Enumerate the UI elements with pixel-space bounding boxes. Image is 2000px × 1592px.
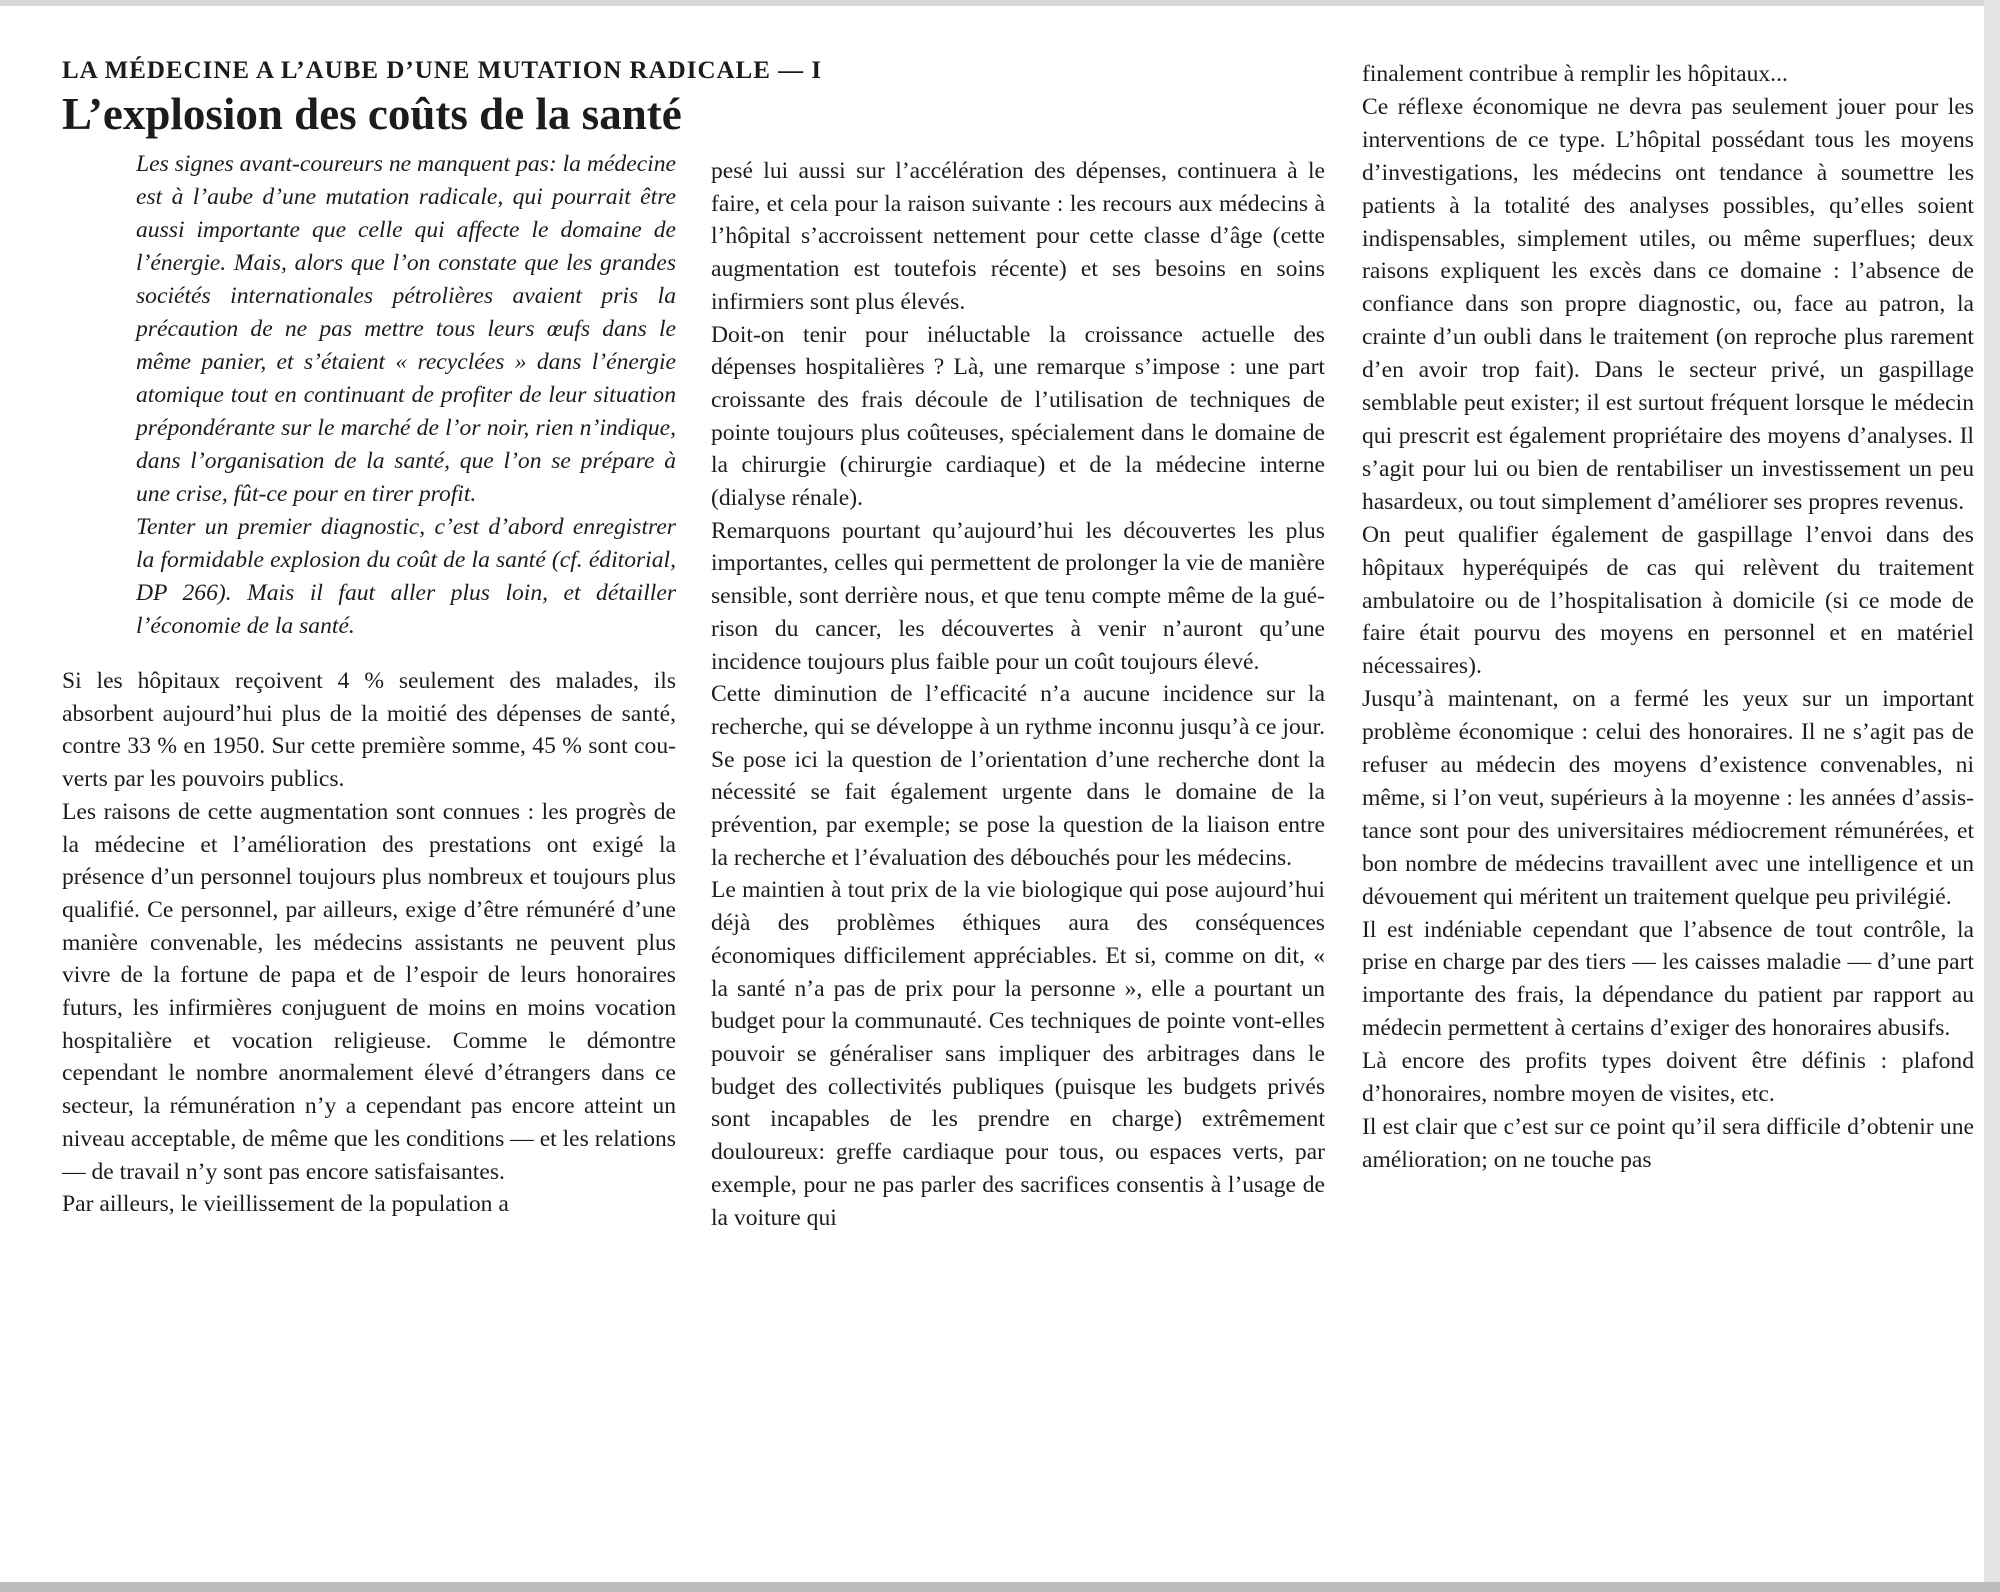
body-paragraph: On peut qualifier également de gaspillage l’envoi dans des hôpitaux hyperéquipés de cas qui relèvent du traitement ambulatoire ou de l’hospitalisation à domicile (si ce mode de faire était pourvu des moyens en personnel et en matériel nécessaires). xyxy=(1362,521,1974,680)
scan-right-edge xyxy=(1984,0,2000,1592)
body-paragraph: Cette diminution de l’efficacité n’a aucune incidence sur la recherche, qui se développe à un rythme inconnu jusqu’à ce jour. Se pose ici la question de l’orientation d’une recherche dont la nécessité se fait également urgente dans le domaine de la prévention, par exemple; se pose la question de la liaison entre la recherche et l’évaluation des débouchés pour les médecins. xyxy=(711,681,1325,871)
body-paragraph: Le maintien à tout prix de la vie biologique qui pose aujourd’hui déjà des problèmes éthiques aura des conséquences économiques difficilement appréciables. Et si, comme on dit, « la santé n’a pas de prix pour la personne », elle a pourtant un budget pour la communauté. Ces techniques de pointe vont-elles pouvoir se généraliser sans impliquer des arbitrages dans le budget des collectivités publiques (puisque les budgets privés sont incapables de les prendre en charge) extrêmement douloureux: greffe cardiaque pour tous, ou espaces verts, par exemple, pour ne pas parler des sacrifices consentis à l’usage de la voiture qui xyxy=(711,877,1325,1231)
scan-top-edge xyxy=(0,0,2000,6)
body-paragraph: Par ailleurs, le vieillissement de la population a xyxy=(62,1191,509,1218)
column-1-body xyxy=(62,665,676,1221)
article-column-3 xyxy=(1362,58,1974,1177)
body-paragraph: Les raisons de cette augmentation sont connues : les progrès de la médecine et l’amélioration des prestations ont exigé la présence d’un personnel toujours plus nombreux et toujours plus qualifié. Ce personnel, par ailleurs, exige d’être rémunéré d’une manière convenable, les médecins assistants ne peuvent plus vivre de la fortune de papa et de l’espoir de leurs honoraires futurs, les infirmières conjuguent de moins en moins vocation hospitalière et vocation religieuse. Comme le démontre cependant le nombre anormalement élevé d’étrangers dans ce secteur, la rémunération n’y a cependant pas encore atteint un niveau acceptable, de même que les conditions — et les relations — de travail n’y sont pas encore satisfaisantes. xyxy=(62,798,676,1185)
article-column-1 xyxy=(62,57,823,1221)
body-paragraph: Doit-on tenir pour inéluctable la croissance actuelle des dépenses hospitalières ? Là, une remarque s’impose : une part croissante des frais découle de l’utilisation de techniques de pointe toujours plus coûteuses, spécialement dans le domaine de la chirurgie (chirurgie cardiaque) et de la médecine interne (dialyse rénale). xyxy=(711,321,1325,512)
body-paragraph: Il est clair que c’est sur ce point qu’il sera difficile d’obtenir une amélioration; on ne touche pas xyxy=(1362,1114,1974,1173)
article-chapeau xyxy=(136,148,676,643)
article-title: L’explosion des coûts de la santé xyxy=(62,89,682,139)
body-paragraph: finalement contribue à remplir les hôpitaux... xyxy=(1362,61,1788,87)
chapeau-paragraph: Tenter un premier diagnostic, c’est d’abord enregistrer la formidable explosion du coût de la santé (cf. éditorial, DP 266). Mais il faut aller plus loin, et détailler l’économie de la santé. xyxy=(136,514,676,639)
article-kicker: LA MÉDECINE A L’AUBE D’UNE MUTATION RADICALE — I xyxy=(62,57,823,84)
chapeau-paragraph: Les signes avant-coureurs ne manquent pas: la médecine est à l’aube d’une mutation radicale, qui pourrait être aussi importante que celle qui affecte le domaine de l’énergie. Mais, alors que l’on constate que les grandes sociétés internationales pétrolières avaient pris la précaution de ne pas mettre tous leurs œufs dans le même panier, et s’étaient « recyclées » dans l’énergie atomique tout en continuant de profiter de leur situation prépondérante sur le marché de l’or noir, rien n’indique, dans l’organisation de la santé, que l’on se prépare à une crise, fût-ce pour en tirer profit. xyxy=(136,151,676,507)
body-paragraph: Là encore des profits types doivent être définis : plafond d’honoraires, nombre moyen de visites, etc. xyxy=(1362,1048,1974,1108)
body-paragraph: Jusqu’à maintenant, on a fermé les yeux sur un important problème économique : celui des honoraires. Il ne s’agit pas de refuser au médecin des moyens d’existence convenables, ni même, si l’on veut, supérieurs à la moyenne : les années d’assistance sont pour des universitaires médiocrement rémunérées, et bon nombre de médecins travaillent avec une intelligence et un dévouement qui méritent un traitement quelque peu privilégié. xyxy=(1362,686,1974,910)
body-paragraph: Si les hôpitaux reçoivent 4 % seulement des malades, ils absorbent aujourd’hui plus de la moitié des dépenses de santé, contre 33 % en 1950. Sur cette première somme, 45 % sont couverts par les pouvoirs publics. xyxy=(62,668,676,793)
body-paragraph: pesé lui aussi sur l’accélération des dépenses, continuera à le faire, et cela pour la raison suivante : les recours aux médecins à l’hôpital s’accroissent nettement pour cette classe d’âge (cette augmentation est toutefois récente) et ses besoins en soins infirmiers sont plus élevés. xyxy=(711,158,1325,315)
article-column-2 xyxy=(711,155,1325,1234)
body-paragraph: Remarquons pourtant qu’aujourd’hui les découvertes les plus importantes, celles qui permettent de prolonger la vie de manière sensible, sont derrière nous, et que tenu compte même de la guérison du cancer, les découvertes à venir n’auront qu’une incidence toujours plus faible pour un coût toujours élevé. xyxy=(711,517,1325,675)
body-paragraph: Il est indéniable cependant que l’absence de tout contrôle, la prise en charge par des tiers — les caisses maladie — d’une part importante des frais, la dépendance du patient par rapport au médecin permettent à certains d’exiger des honoraires abusifs. xyxy=(1362,916,1974,1042)
body-paragraph: Ce réflexe économique ne devra pas seulement jouer pour les interventions de ce type. L’hôpital possédant tous les moyens d’investigations, les médecins ont tendance à soumettre les patients à la totalité des analyses possibles, qu’elles soient indispensables, simplement utiles, ou même superflues; deux raisons expliquent les excès dans ce domaine : l’absence de confiance dans son propre diagnostic, ou, face au patron, la crainte d’un oubli dans le traitement (on reproche plus rarement d’en avoir trop fait). Dans le secteur privé, un gaspillage semblable peut exister; il est surtout fréquent lorsque le médecin qui prescrit est également propriétaire des moyens d’analyses. Il s’agit pour lui ou bien de rentabiliser un investissement un peu hasardeux, ou tout simplement d’améliorer ses propres revenus. xyxy=(1362,93,1974,515)
scan-bottom-edge xyxy=(0,1582,2000,1592)
